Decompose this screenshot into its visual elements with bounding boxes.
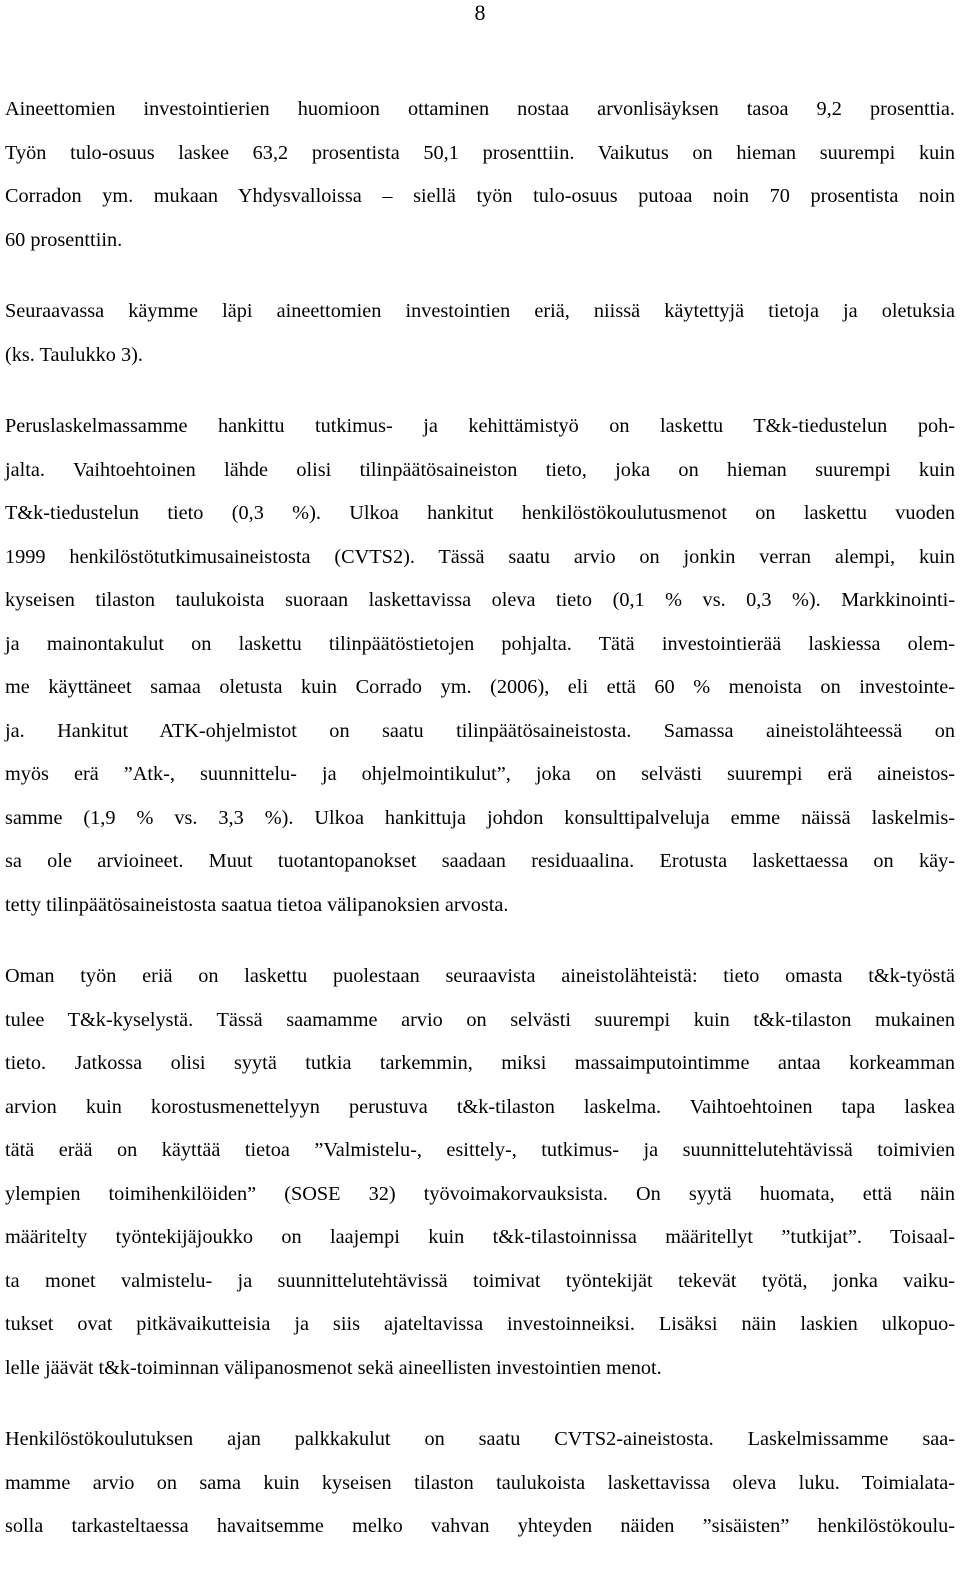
text-line: ja. Hankitut ATK-ohjelmistot on saatu tilinpäätösaineistosta. Samassa aineistolähteessä on	[5, 719, 955, 742]
paragraph-training-wages	[5, 1418, 955, 1549]
paragraph-overview	[5, 290, 955, 377]
paragraph-intangible-investments	[5, 88, 955, 262]
text-line: tätä erää on käyttää tietoa ”Valmistelu-, esittely-, tutkimus- ja suunnittelutehtävissä toimivien	[5, 1139, 955, 1161]
text-line: samme (1,9 % vs. 3,3 %). Ulkoa hankittuja johdon konsulttipalveluja emme näissä laskelmis-	[5, 806, 955, 829]
text-line: jalta. Vaihtoehtoinen lähde olisi tilinpäätösaineiston tieto, joka on hieman suurempi kuin	[5, 458, 955, 481]
text-line: me käyttäneet samaa oletusta kuin Corrado ym. (2006), eli että 60 % menoista on investointe-	[5, 676, 955, 698]
paragraph-own-work-items	[5, 955, 955, 1390]
text-line: sa ole arvioineet. Muut tuotantopanokset saadaan residuaalina. Erotusta laskettaessa on käy-	[5, 850, 955, 872]
text-line: 1999 henkilöstötutkimusaineistosta (CVTS2). Tässä saatu arvio on jonkin verran alempi, kuin	[5, 545, 955, 568]
text-line: ta monet valmistelu- ja suunnittelutehtävissä toimivat työntekijät tekevät työtä, jonka vaiku-	[5, 1269, 955, 1292]
text-line: Corradon ym. mukaan Yhdysvalloissa – siellä työn tulo-osuus putoaa noin 70 prosentista noin	[5, 185, 955, 207]
text-line: tukset ovat pitkävaikutteisia ja siis ajateltavissa investoinneiksi. Lisäksi näin laskien ulkopuo-	[5, 1313, 955, 1335]
text-line: Seuraavassa käymme läpi aineettomien investointien eriä, niissä käytettyjä tietoja ja oletuksia	[5, 300, 955, 322]
text-line: Työn tulo-osuus laskee 63,2 prosentista 50,1 prosenttiin. Vaikutus on hieman suurempi kuin	[5, 141, 955, 164]
text-line: T&k-tiedustelun tieto (0,3 %). Ulkoa hankitut henkilöstökoulutusmenot on laskettu vuoden	[5, 502, 955, 524]
text-line: ja mainontakulut on laskettu tilinpäätöstietojen pohjalta. Tätä investointierää laskiessa olem-	[5, 632, 955, 655]
text-line: Henkilöstökoulutuksen ajan palkkakulut on saatu CVTS2-aineistosta. Laskelmissamme saa-	[5, 1428, 955, 1450]
page-number: 8	[474, 0, 486, 25]
paragraph-baseline-calculation	[5, 405, 955, 927]
text-line: ylempien toimihenkilöiden” (SOSE 32) työvoimakorvauksista. On syytä huomata, että näin	[5, 1182, 955, 1205]
text-line: tetty tilinpäätösaineistosta saatua tietoa välipanoksien arvosta.	[5, 893, 509, 916]
text-line: Peruslaskelmassamme hankittu tutkimus- ja kehittämistyö on laskettu T&k-tiedustelun poh-	[5, 415, 955, 437]
text-line: arvion kuin korostusmenettelyyn perustuva t&k-tilaston laskelma. Vaihtoehtoinen tapa laskea	[5, 1095, 955, 1118]
text-line: mamme arvio on sama kuin kyseisen tilaston taulukoista laskettavissa oleva luku. Toimialata-	[5, 1471, 955, 1494]
document-body	[5, 88, 955, 1577]
text-line: Oman työn eriä on laskettu puolestaan seuraavista aineistolähteistä: tieto omasta t&k-työstä	[5, 965, 955, 987]
text-line: kyseisen tilaston taulukoista suoraan laskettavissa oleva tieto (0,1 % vs. 0,3 %). Markkinointi-	[5, 589, 955, 611]
text-line: 60 prosenttiin.	[5, 228, 123, 251]
text-line: (ks. Taulukko 3).	[5, 343, 143, 366]
text-line: määritelty työntekijäjoukko on laajempi kuin t&k-tilastoinnissa määritellyt ”tutkijat”. Toisaal-	[5, 1226, 955, 1248]
text-line: myös erä ”Atk-, suunnittelu- ja ohjelmointikulut”, joka on selvästi suurempi erä aineistos-	[5, 763, 955, 785]
text-line: Aineettomien investointierien huomioon ottaminen nostaa arvonlisäyksen tasoa 9,2 prosenttia.	[5, 98, 955, 120]
text-line: lelle jäävät t&k-toiminnan välipanosmenot sekä aineellisten investointien menot.	[5, 1356, 662, 1379]
text-line: solla tarkasteltaessa havaitsemme melko vahvan yhteyden näiden ”sisäisten” henkilöstökoulu-	[5, 1515, 955, 1537]
text-line: tieto. Jatkossa olisi syytä tutkia tarkemmin, miksi massaimputointimme antaa korkeamman	[5, 1052, 955, 1074]
text-line: tulee T&k-kyselystä. Tässä saamamme arvio on selvästi suurempi kuin t&k-tilaston mukainen	[5, 1008, 955, 1031]
